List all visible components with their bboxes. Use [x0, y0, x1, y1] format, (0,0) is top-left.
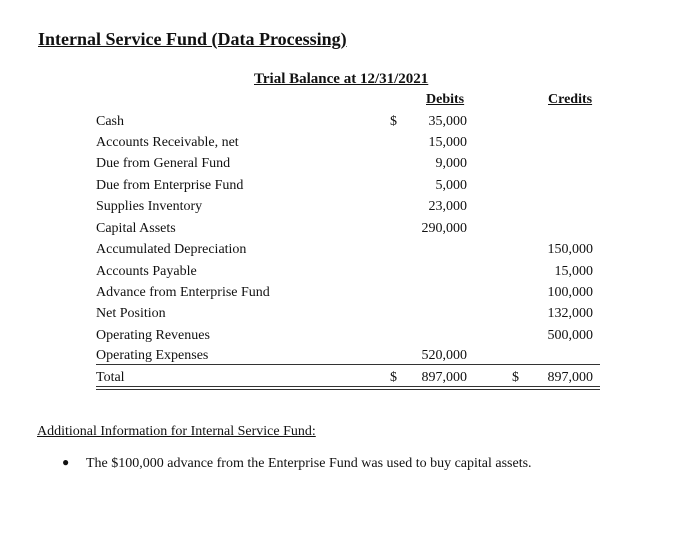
credit-currency-sign: $: [512, 370, 519, 385]
table-row: [0, 348, 700, 369]
account-name: Advance from Enterprise Fund: [96, 285, 270, 300]
trial-balance-title: Trial Balance at 12/31/2021: [254, 71, 429, 87]
debit-amount: 35,000: [428, 114, 467, 129]
table-row: [0, 135, 700, 156]
debits-column-header: Debits: [426, 92, 465, 107]
debit-currency-sign: $: [390, 370, 397, 385]
total-debits: 897,000: [421, 370, 467, 385]
account-name: Capital Assets: [96, 221, 176, 236]
table-row: [0, 285, 700, 306]
page-title: Internal Service Fund (Data Processing): [38, 29, 347, 49]
credit-amount: 15,000: [554, 264, 593, 279]
account-name: Supplies Inventory: [96, 199, 203, 214]
table-row: [0, 328, 700, 349]
table-row: [0, 264, 700, 285]
total-row: [0, 370, 700, 391]
total-double-rule-bottom: [96, 389, 600, 390]
debit-currency-sign: $: [390, 114, 397, 129]
table-row: [0, 242, 700, 263]
table-row: [0, 306, 700, 327]
credit-amount: 150,000: [547, 242, 593, 257]
table-row: [0, 156, 700, 177]
debit-amount: 520,000: [421, 348, 467, 363]
account-name: Operating Expenses: [96, 348, 209, 363]
debit-amount: 5,000: [435, 178, 467, 193]
additional-info-item: The $100,000 advance from the Enterprise Fund was used to buy capital assets.: [86, 456, 532, 471]
table-row: [0, 178, 700, 199]
account-name: Due from Enterprise Fund: [96, 178, 244, 193]
total-credits: 897,000: [547, 370, 593, 385]
bullet-icon: ●: [62, 455, 70, 469]
account-name: Accounts Payable: [96, 264, 197, 279]
debit-amount: 23,000: [428, 199, 467, 214]
credit-amount: 100,000: [547, 285, 593, 300]
total-label: Total: [96, 370, 125, 385]
credits-column-header: Credits: [548, 92, 593, 107]
debit-amount: 9,000: [435, 156, 467, 171]
account-name: Accounts Receivable, net: [96, 135, 239, 150]
account-name: Operating Revenues: [96, 328, 210, 343]
table-row: [0, 199, 700, 220]
credit-amount: 500,000: [547, 328, 593, 343]
table-row: [0, 114, 700, 135]
account-name: Cash: [96, 114, 124, 129]
debit-amount: 15,000: [428, 135, 467, 150]
account-name: Due from General Fund: [96, 156, 231, 171]
total-double-rule-top: [96, 386, 600, 387]
additional-info-heading: Additional Information for Internal Service Fund:: [37, 424, 316, 439]
account-name: Net Position: [96, 306, 166, 321]
table-row: [0, 221, 700, 242]
subtotal-rule: [96, 364, 600, 365]
credit-amount: 132,000: [547, 306, 593, 321]
debit-amount: 290,000: [421, 221, 467, 236]
account-name: Accumulated Depreciation: [96, 242, 247, 257]
